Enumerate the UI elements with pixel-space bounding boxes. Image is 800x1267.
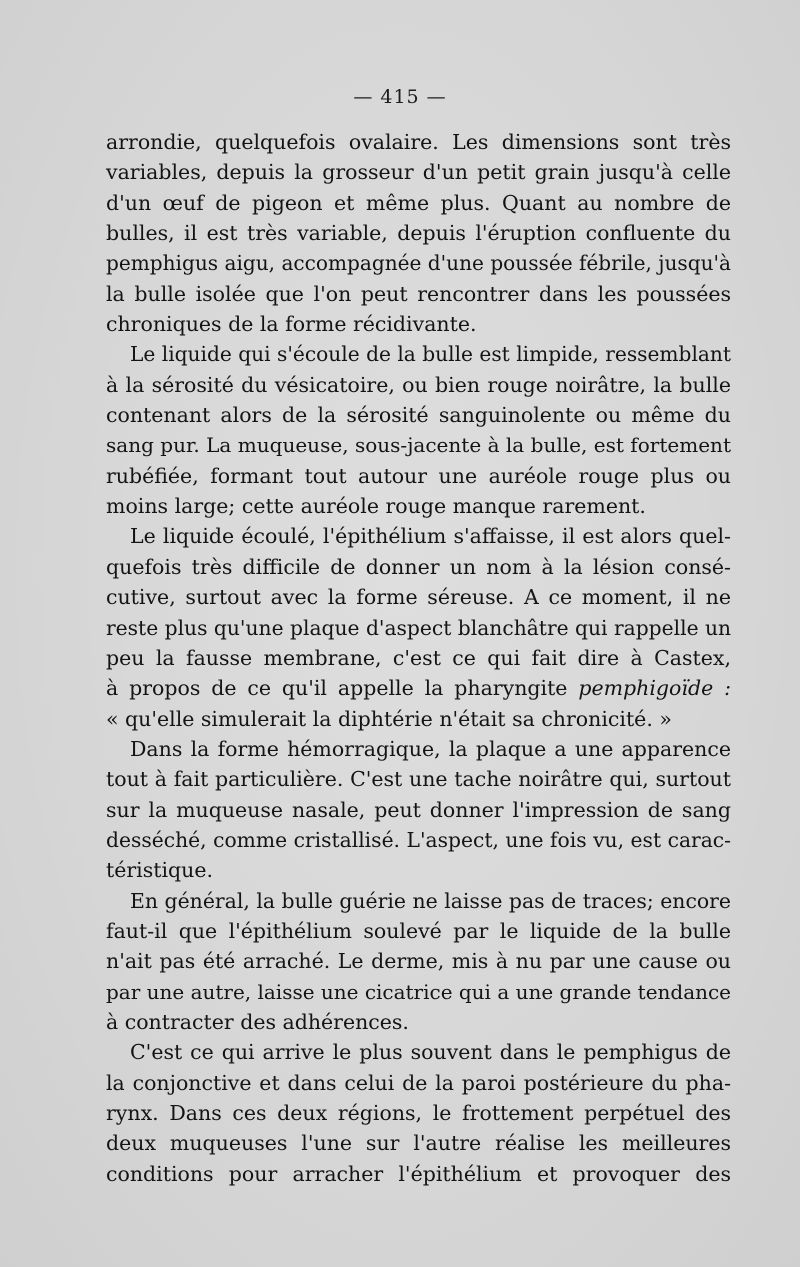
paragraph-3 (106, 521, 731, 733)
text-line: tout à fait particulière. C'est une tache noirâtre qui, surtout (106, 767, 731, 792)
paragraph-5 (106, 886, 731, 1038)
text-line: moins large; cette auréole rouge manque rarement. (106, 494, 646, 519)
text-line: variables, depuis la grosseur d'un petit grain jusqu'à celle (106, 160, 731, 185)
text-line: quefois très difficile de donner un nom à la lésion consé- (106, 554, 731, 579)
text-line: sur la muqueuse nasale, peut donner l'impression de sang (106, 797, 731, 822)
text-line: arrondie, quelquefois ovalaire. Les dimensions sont très (106, 130, 731, 154)
text-line (106, 673, 731, 703)
text-line: d'un œuf de pigeon et même plus. Quant au nombre de (106, 190, 731, 215)
text-line: « qu'elle simulerait la diphtérie n'était sa chronicité. » (106, 706, 672, 731)
page-number: — 415 — (353, 86, 447, 108)
text-line: reste plus qu'une plaque d'aspect blanchâtre qui rappelle un (106, 615, 732, 640)
italic-term: pemphigoïde : (578, 676, 731, 701)
text-line: faut-il que l'épithélium soulevé par le liquide de la bulle (106, 918, 731, 943)
text-line: à contracter des adhérences. (106, 1009, 409, 1034)
text-line: la bulle isolée que l'on peut rencontrer dans les poussées (106, 281, 731, 306)
paragraph-1 (106, 127, 731, 339)
text-line: sang pur. La muqueuse, sous-jacente à la bulle, est fortement (106, 433, 731, 458)
text-line: Le liquide écoulé, l'épithélium s'affaisse, il est alors quel- (130, 524, 731, 549)
text-line: peu la fausse membrane, c'est ce qui fait dire à Castex, (106, 645, 731, 670)
text-line: bulles, il est très variable, depuis l'éruption confluente du (106, 221, 731, 246)
body-text (106, 127, 731, 1189)
text-line: Le liquide qui s'écoule de la bulle est limpide, ressemblant (130, 342, 731, 367)
text-line: par une autre, laisse une cicatrice qui a une grande tendance (106, 979, 731, 1004)
text-line: à la sérosité du vésicatoire, ou bien rouge noirâtre, la bulle (106, 372, 731, 397)
text-line: contenant alors de la sérosité sanguinolente ou même du (106, 403, 731, 428)
text-line: chroniques de la forme récidivante. (106, 312, 477, 337)
text-line: rubéfiée, formant tout autour une auréole rouge plus ou (106, 463, 731, 488)
text-line: deux muqueuses l'une sur l'autre réalise les meilleures (106, 1131, 731, 1156)
text-line: n'ait pas été arraché. Le derme, mis à nu par une cause ou (106, 949, 731, 974)
text-line: desséché, comme cristallisé. L'aspect, une fois vu, est carac- (106, 827, 731, 852)
text-line: rynx. Dans ces deux régions, le frottement perpétuel des (106, 1101, 731, 1125)
paragraph-6 (106, 1037, 731, 1189)
text-line: téristique. (106, 858, 214, 883)
text-line: la conjonctive et dans celui de la paroi postérieure du pha- (106, 1070, 731, 1095)
text-line: C'est ce qui arrive le plus souvent dans le pemphigus de (130, 1040, 731, 1065)
text-line-start: à propos de ce qu'il appelle la pharyngite (106, 676, 579, 701)
text-line: cutive, surtout avec la forme séreuse. A ce moment, il ne (106, 585, 731, 610)
text-line: conditions pour arracher l'épithélium et provoquer des (106, 1161, 731, 1186)
text-line: pemphigus aigu, accompagnée d'une poussée fébrile, jusqu'à (106, 251, 731, 276)
text-line: Dans la forme hémorragique, la plaque a une apparence (130, 736, 731, 761)
text-line: En général, la bulle guérie ne laisse pas de traces; encore (130, 888, 731, 913)
paragraph-2 (106, 339, 731, 521)
paragraph-4 (106, 734, 731, 886)
